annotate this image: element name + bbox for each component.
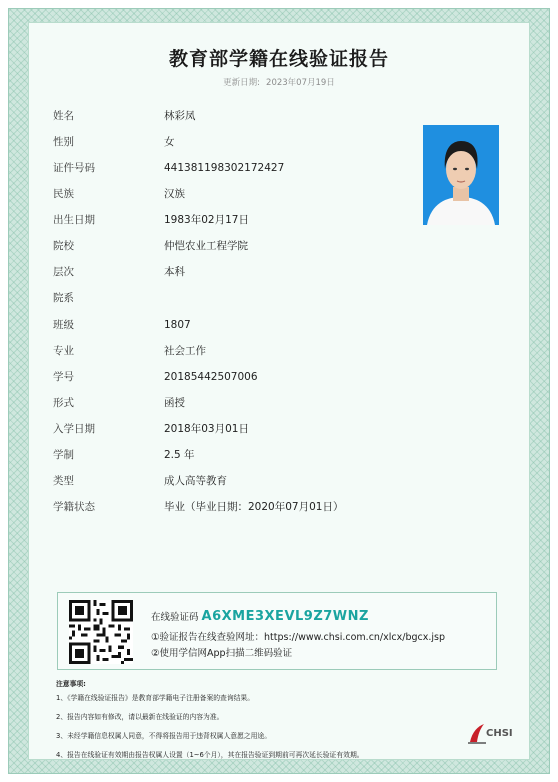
field-value: 20185442507006 [164,371,258,383]
field-value: 成人高等教育 [164,475,227,487]
note-item: 3、未经学籍信息权属人同意，不得将报告用于违背权属人意愿之用途。 [56,732,272,740]
field-label: 证件号码 [53,162,95,174]
field-label: 形式 [53,397,74,409]
notes-section [56,678,476,768]
field-label: 层次 [53,266,74,278]
verification-code-line [151,609,369,624]
field-value: 1983年02月17日 [164,214,249,226]
qr-code-icon[interactable] [69,600,133,664]
field-label: 学制 [53,449,74,461]
student-photo [423,125,499,225]
app-scan-instruction: ②使用学信网App扫描二维码验证 [151,648,293,659]
field-value: 本科 [164,266,185,278]
field-label: 学号 [53,371,74,383]
field-label: 姓名 [53,110,74,122]
note-item: 2、报告内容如有修改，请以最新在线验证的内容为准。 [56,713,224,721]
verification-code-label: 在线验证码 [151,612,199,623]
field-value: 仲恺农业工程学院 [164,240,248,252]
field-label: 学籍状态 [53,501,95,513]
updated-date-line [0,76,558,88]
note-item: 4、报告在线验证有效期由报告权属人设置（1~6个月），其在报告验证到期前可再次延长验证有效期。 [56,751,364,759]
field-label: 院系 [53,292,74,304]
field-value: 毕业（毕业日期：2020年07月01日） [164,501,344,513]
field-label: 类型 [53,475,74,487]
field-value: 2018年03月01日 [164,423,249,435]
field-label: 性别 [53,136,74,148]
field-value: 汉族 [164,188,185,200]
chsi-logo [468,722,518,746]
chsi-logo-icon [468,722,486,744]
report-title: 教育部学籍在线验证报告 [168,48,389,70]
portrait-image [423,125,499,225]
note-item: 1、《学籍在线验证报告》是教育部学籍电子注册备案的查询结果。 [56,694,255,702]
field-value: 函授 [164,397,185,409]
verification-box [57,592,497,670]
field-value: 林彩凤 [164,110,196,122]
updated-label: 更新日期: [223,78,261,88]
field-value: 社会工作 [164,345,206,357]
field-label: 出生日期 [53,214,95,226]
field-label: 院校 [53,240,74,252]
notes-title: 注意事项: [56,680,86,688]
field-value: 2.5 年 [164,449,195,461]
chsi-logo-text: CHSI [486,728,513,739]
field-label: 民族 [53,188,74,200]
field-label: 入学日期 [53,423,95,435]
field-label: 班级 [53,319,74,331]
field-value: 1807 [164,319,191,331]
verification-code: A6XME3XEVL9Z7WNZ [201,609,369,624]
verification-url-line: ①验证报告在线查验网址：https://www.chsi.com.cn/xlcx/bgcx.jsp [151,632,445,643]
field-value: 女 [164,136,175,148]
updated-date: 2023年07月19日 [266,78,335,88]
field-value: 441381198302172427 [164,162,285,174]
field-label: 专业 [53,345,74,357]
